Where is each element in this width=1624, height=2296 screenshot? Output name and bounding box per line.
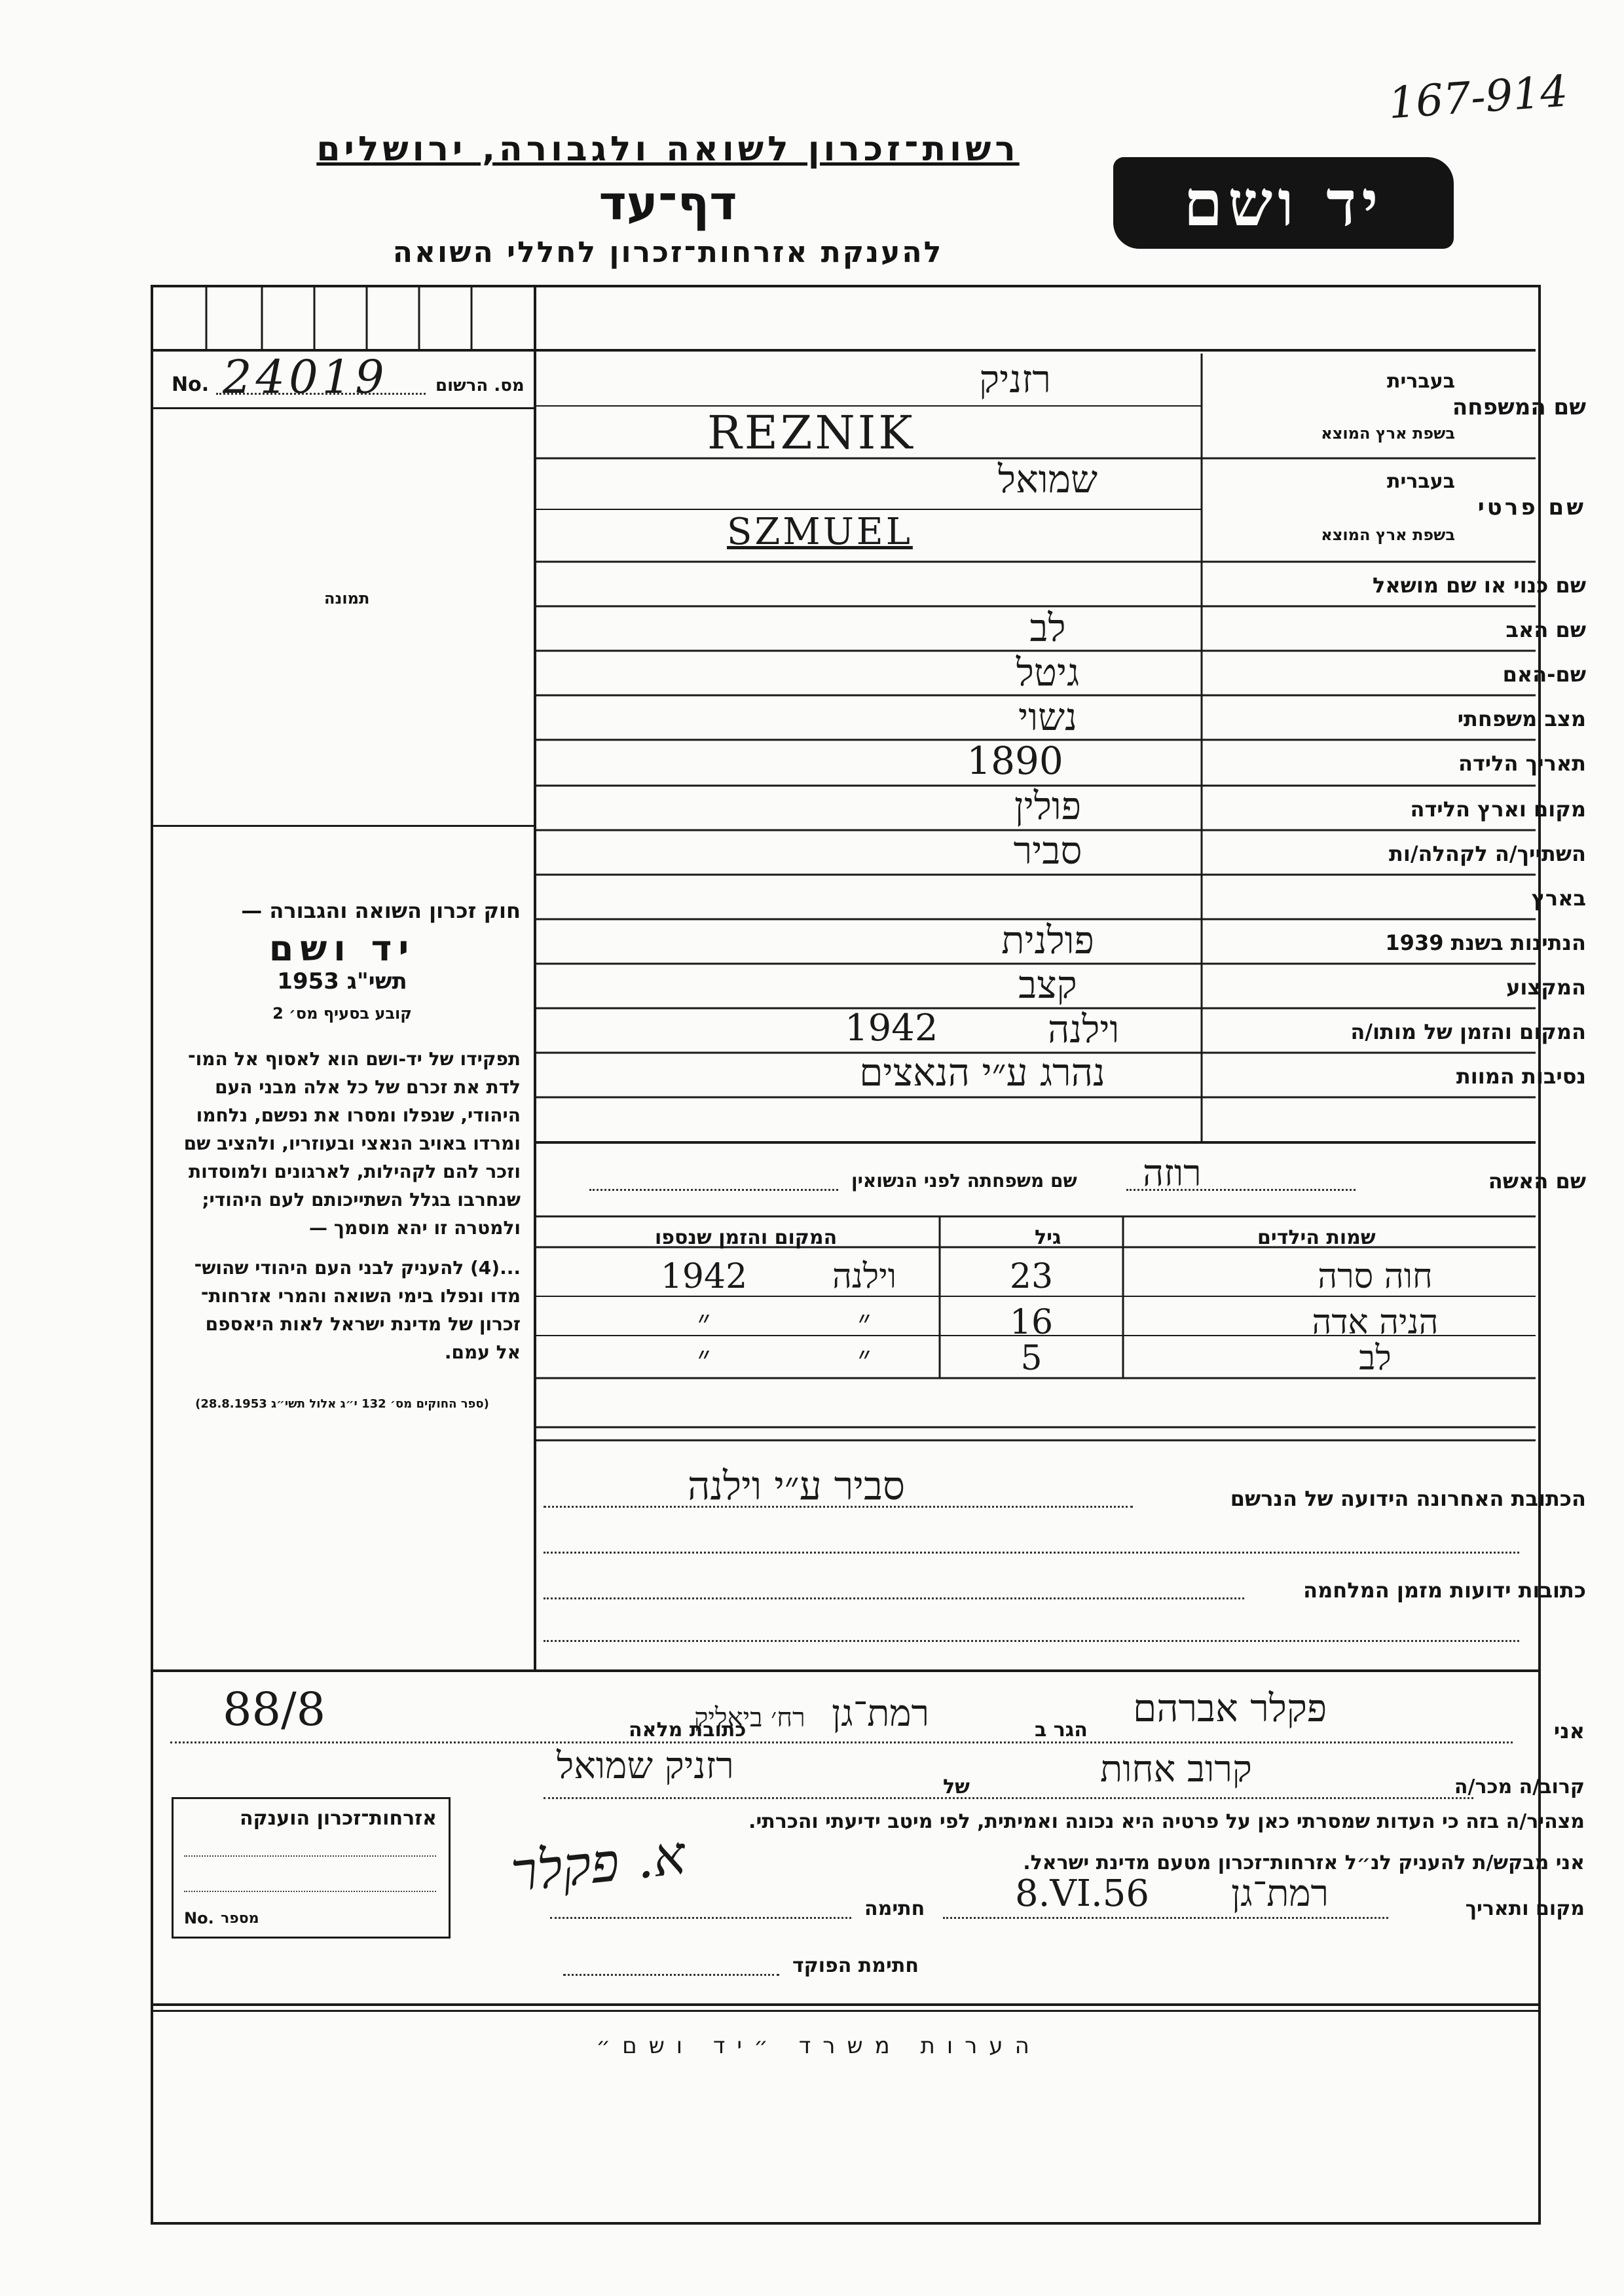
mother-label: שם-האם bbox=[1502, 662, 1586, 687]
child-name: לב bbox=[1359, 1339, 1392, 1378]
child-death-year: ״ bbox=[697, 1303, 710, 1342]
relative-line bbox=[544, 1797, 1473, 1799]
declarant-city: רמת־גן bbox=[832, 1692, 930, 1735]
signature-label: חתימה bbox=[864, 1897, 925, 1920]
reg-no-label: No. bbox=[172, 373, 210, 396]
photo-bottom-line bbox=[151, 825, 535, 827]
signature-line bbox=[550, 1917, 851, 1919]
logo-text: יד ושם bbox=[1183, 166, 1384, 240]
declarant-line bbox=[170, 1741, 1513, 1743]
nickname-label: שם כנוי או שם מושאל bbox=[1372, 573, 1586, 598]
wife-label: שם האשה bbox=[1488, 1169, 1586, 1194]
law-footnote: (ספר החוקים מס׳ 132 י״ג אלול תשי״ג 28.8.1953) bbox=[195, 1397, 489, 1411]
child-death-place: ״ bbox=[858, 1303, 871, 1342]
reg-number-underline bbox=[216, 393, 426, 395]
family-name-latin: REZNIK bbox=[707, 406, 915, 460]
reg-row-line bbox=[151, 407, 535, 409]
child-death-year: 1942 bbox=[660, 1257, 748, 1296]
death-circumstances-value: נהרג ע״י הנאצים bbox=[859, 1050, 1105, 1095]
form-subtitle: להענקת אזרחות־זכרון לחללי השואה bbox=[392, 236, 944, 269]
children-place-header: המקום והזמן שנספו bbox=[655, 1226, 838, 1249]
father-value: לב bbox=[1029, 606, 1066, 650]
photo-label: תמונה bbox=[324, 589, 370, 608]
law-paragraph-1 bbox=[164, 1045, 521, 1242]
form-title: דף־עד bbox=[599, 175, 737, 230]
given-origin-label: בשפת ארץ המוצא bbox=[1321, 526, 1455, 544]
law-line: ומרדו באויב הנאצי ובעוזריו, ולהציב שם bbox=[183, 1133, 521, 1154]
marital-label: מצב משפחתי bbox=[1457, 706, 1586, 731]
law-name: יד ושם bbox=[268, 928, 416, 969]
father-label: שם האב bbox=[1505, 617, 1586, 642]
given-hebrew-label: בעברית bbox=[1387, 470, 1455, 493]
law-line: היהודי, שנפלו ומסרו את נפשם, נלחמו bbox=[196, 1104, 521, 1126]
reg-label: מס. הרשום bbox=[435, 376, 525, 395]
place-date-label: מקום ותאריך bbox=[1465, 1897, 1585, 1920]
officer-signature-label: חתימת הפוקד bbox=[792, 1954, 919, 1977]
law-line: ...(4) להעניק לבני העם היהודי שהוש־ bbox=[194, 1257, 521, 1279]
law-line: תפקידו של יד-ושם הוא לאסוף אל המו־ bbox=[188, 1048, 521, 1070]
declarant-name: פקלר אברהם bbox=[1133, 1686, 1327, 1730]
child-death-place: ״ bbox=[858, 1339, 871, 1378]
child-age: 16 bbox=[1009, 1303, 1054, 1342]
children-names-header: שמות הילדים bbox=[1257, 1226, 1376, 1249]
given-name-label: שם פרטי bbox=[1477, 494, 1586, 520]
authority-title: רשות־זכרון לשואה ולגבורה, ירושלים bbox=[316, 130, 1020, 169]
declaration-date: 8.VI.56 bbox=[1015, 1872, 1150, 1915]
relation-value: קרוב אחות bbox=[1100, 1748, 1252, 1791]
address-dotted-line bbox=[544, 1506, 1133, 1508]
last-address-value: סביר ע״י וילנה bbox=[688, 1463, 906, 1509]
law-title: חוק זכרון השואה והגבורה — bbox=[241, 898, 521, 923]
officer-signature-line bbox=[563, 1974, 779, 1976]
address-dotted-line bbox=[544, 1597, 1244, 1599]
yad-vashem-logo bbox=[1113, 157, 1454, 249]
declarant-street-prefix: רח׳ ביאליק bbox=[694, 1703, 805, 1733]
family-name-hebrew: רזניק bbox=[979, 357, 1051, 401]
resides-label: הגר ב bbox=[1035, 1719, 1088, 1741]
death-circumstances-label: נסיבות המוות bbox=[1456, 1064, 1586, 1089]
granted-box-no: No. bbox=[184, 1909, 214, 1927]
declarant-signature: א. פקלר bbox=[507, 1824, 689, 1904]
community-label: השתייך/ה לקהלה/ות bbox=[1388, 841, 1586, 866]
law-line: ולמטרה זו יהא מוסמך — bbox=[309, 1217, 521, 1239]
declaration-place: רמת־גן bbox=[1231, 1872, 1329, 1915]
family-hebrew-label: בעברית bbox=[1387, 370, 1455, 393]
citizenship-label: הנתינות בשנת 1939 bbox=[1385, 930, 1586, 955]
law-line: זכרון של מדינת ישראל לאות היאספם bbox=[205, 1313, 521, 1335]
citizenship-value: פולנית bbox=[1001, 918, 1094, 962]
wife-name: רוזה bbox=[1143, 1152, 1202, 1195]
granted-box-title: אזרחות־זכרון הוענקה bbox=[239, 1807, 437, 1830]
granted-box-line bbox=[184, 1855, 436, 1857]
granted-box bbox=[172, 1797, 451, 1939]
death-place-label: המקום והזמן של מותו/ה bbox=[1350, 1019, 1586, 1044]
field-grid bbox=[534, 354, 1536, 1676]
child-name: הניה אדה bbox=[1312, 1303, 1439, 1342]
wife-maiden-line bbox=[589, 1189, 838, 1191]
child-age: 23 bbox=[1009, 1257, 1054, 1296]
law-line: שנחרבו בגלל השתייכותם לעם היהודי; bbox=[202, 1189, 521, 1211]
mother-value: גיטל bbox=[1016, 650, 1080, 695]
given-name-hebrew: שמואל bbox=[997, 457, 1098, 501]
law-line: מדו ונפלו בימי השואה והמרי אזרחות־ bbox=[200, 1285, 521, 1307]
birthplace-value: פולין bbox=[1014, 784, 1082, 828]
law-clause: קובע בסעיף מס׳ 2 bbox=[272, 1004, 412, 1023]
given-name-latin: SZMUEL bbox=[727, 511, 913, 553]
birthdate-value: 1890 bbox=[967, 738, 1063, 783]
country-label: בארץ bbox=[1531, 886, 1586, 911]
archive-number: 167-914 bbox=[1386, 65, 1570, 129]
child-death-year: ״ bbox=[697, 1339, 710, 1378]
birthplace-label: מקום וארץ הלידה bbox=[1410, 797, 1586, 822]
of-label: של bbox=[943, 1776, 970, 1798]
community-value: סביר bbox=[1013, 828, 1082, 873]
death-place-value: וילנה bbox=[1048, 1007, 1120, 1051]
code-boxes bbox=[151, 285, 1536, 357]
birthdate-label: תאריך הלידה bbox=[1458, 751, 1586, 776]
wartime-address-label: כתובות ידועות מזמן המלחמה bbox=[1303, 1578, 1586, 1603]
law-line: וזכר להם לקהילות, לארגונים ולמוסדות bbox=[189, 1161, 521, 1182]
last-address-label: הכתובת האחרונה הידועה של הנרשם bbox=[1230, 1486, 1586, 1511]
place-date-line bbox=[943, 1917, 1388, 1919]
children-age-header: גיל bbox=[1035, 1226, 1061, 1249]
granted-box-number-label: מספר bbox=[221, 1910, 259, 1927]
declarant-address-number: 88/8 bbox=[223, 1683, 326, 1736]
registration-number: 24019 bbox=[223, 350, 388, 404]
address-dotted-line bbox=[544, 1552, 1519, 1554]
granted-box-line bbox=[184, 1891, 436, 1892]
family-name-label: שם המשפחה bbox=[1452, 394, 1586, 420]
law-line: אל עמם. bbox=[444, 1341, 521, 1363]
office-notes-title: הערות משרד ״יד ושם״ bbox=[596, 2033, 1041, 2059]
child-age: 5 bbox=[1020, 1339, 1043, 1378]
full-address-label: כתובת מלאה bbox=[629, 1719, 747, 1741]
law-line: לדת את זכרם של כל אלה מבני העם bbox=[215, 1076, 521, 1098]
death-year-value: 1942 bbox=[845, 1007, 938, 1049]
section-divider bbox=[151, 1669, 1538, 1672]
law-block bbox=[164, 897, 521, 1418]
wife-maiden-label: שם משפחתה לפני הנשואין bbox=[851, 1170, 1077, 1192]
declarant-i-label: אני bbox=[1553, 1719, 1585, 1743]
request-text: אני מבקש/ת להעניק לנ״ל אזרחות־זכרון מטעם מדינת ישראל. bbox=[1023, 1851, 1585, 1874]
office-notes-divider bbox=[151, 2010, 1538, 2012]
declaration-text: מצהיר/ה בזה כי העדות שמסרתי כאן על פרטיה היא נכונה ואמיתית, לפי מיטב ידיעתי והכרתי. bbox=[748, 1810, 1585, 1833]
marital-value: נשוי bbox=[1018, 695, 1077, 739]
child-death-place: וילנה bbox=[832, 1257, 897, 1296]
bottom-divider bbox=[151, 2003, 1538, 2006]
wife-name-line bbox=[1126, 1189, 1356, 1191]
child-name: חוה סרה bbox=[1318, 1257, 1433, 1296]
address-dotted-line bbox=[544, 1640, 1519, 1642]
law-year: תשי"ג 1953 bbox=[277, 968, 407, 994]
law-paragraph-2 bbox=[164, 1254, 521, 1366]
profession-value: קצב bbox=[1018, 962, 1077, 1007]
profession-label: המקצוע bbox=[1506, 975, 1586, 1000]
of-name-value: רזניק שמואל bbox=[557, 1745, 734, 1787]
family-origin-label: בשפת ארץ המוצא bbox=[1321, 424, 1455, 443]
relative-label: קרוב/ה מכר/ה bbox=[1454, 1776, 1585, 1798]
